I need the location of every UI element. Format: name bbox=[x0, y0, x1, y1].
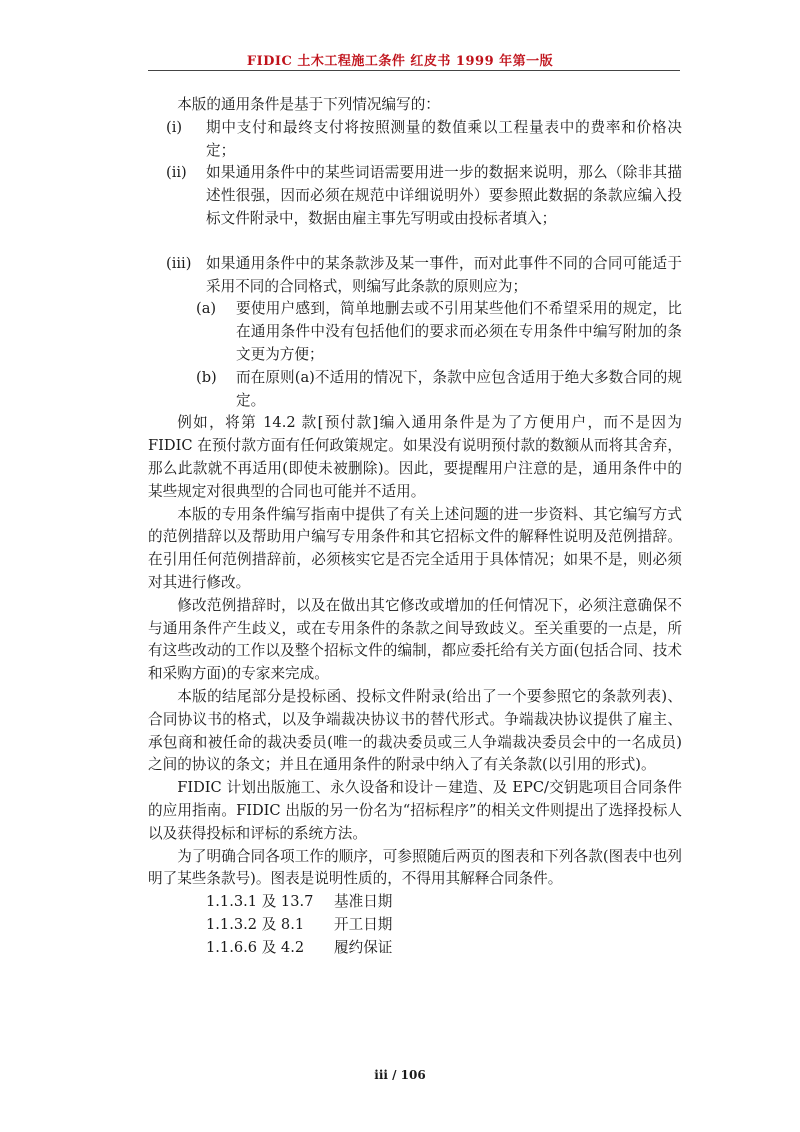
subcondition-number: (b) bbox=[196, 368, 217, 386]
clause-row bbox=[148, 891, 682, 914]
clause-reference: 1.1.3.1 及 13.7 bbox=[206, 893, 314, 911]
clause-reference: 1.1.6.6 及 4.2 bbox=[206, 938, 305, 956]
clause-name: 履约保证 bbox=[334, 938, 393, 956]
subcondition-text: 而在原则(a)不适用的情况下，条款中应包含适用于绝大多数合同的规定。 bbox=[236, 368, 682, 409]
condition-item bbox=[148, 117, 682, 163]
header-divider bbox=[148, 70, 680, 71]
spacer bbox=[148, 231, 682, 253]
clause-row bbox=[148, 937, 682, 960]
condition-text: 如果通用条件中的某些词语需要用进一步的数据来说明，那么（除非其描述性很强，因而必须在规范中详细说明外）要参照此数据的条款应编入投标文件附录中，数据由雇主事先写明或由投标者填入； bbox=[206, 164, 682, 227]
clause-list bbox=[148, 891, 682, 959]
body-paragraph: 修改范例措辞时，以及在做出其它修改或增加的任何情况下，必须注意确保不与通用条件产生歧义，或在专用条件的条款之间导致歧义。至关重要的一点是，所有这些改动的工作以及整个招标文件的编制，都应委托给有关方面(包括合同、技术和采购方面)的专家来完成。 bbox=[148, 596, 682, 683]
page-header bbox=[0, 50, 800, 69]
body-paragraph: FIDIC 计划出版施工、永久设备和设计－建造、及 EPC/交钥匙项目合同条件的应用指南。FIDIC 出版的另一份名为“招标程序”的相关文件则提出了选择投标人以及获得投标和评标的系统方法。 bbox=[148, 779, 682, 842]
condition-text: 如果通用条件中的某条款涉及某一事件，而对此事件不同的合同可能适于采用不同的合同格式，则编写此条款的原则应为； bbox=[206, 254, 682, 295]
condition-item bbox=[148, 253, 682, 299]
body-paragraph: 本版的结尾部分是投标函、投标文件附录(给出了一个要参照它的条款列表)、合同协议书的格式，以及争端裁决协议书的替代形式。争端裁决协议提供了雇主、承包商和被任命的裁决委员(唯一的裁决委员或三人争端裁决委员会中的一名成员)之间的协议的条文；并且在通用条件的附录中纳入了有关条款(以引用的形式)。 bbox=[148, 687, 682, 774]
subcondition-number: (a) bbox=[196, 300, 217, 318]
condition-number: (i) bbox=[166, 118, 183, 136]
body-paragraph: 本版的专用条件编写指南中提供了有关上述问题的进一步资料、其它编写方式的范例措辞以及帮助用户编写专用条件和其它招标文件的解释性说明及范例措辞。在引用任何范例措辞前，必须核实它是否完全适用于具体情况；如果不是，则必须对其进行修改。 bbox=[148, 505, 682, 591]
intro-paragraph: 本版的通用条件是基于下列情况编写的： bbox=[177, 96, 440, 113]
condition-item bbox=[148, 162, 682, 230]
clause-row bbox=[148, 914, 682, 937]
subcondition-item bbox=[148, 298, 682, 366]
header-title: FIDIC 土木工程施工条件 红皮书 1999 年第一版 bbox=[246, 54, 554, 69]
condition-text: 期中支付和最终支付将按照测量的数值乘以工程量表中的费率和价格决定； bbox=[206, 118, 682, 159]
clause-name: 基准日期 bbox=[334, 893, 393, 911]
page-number: iii / 106 bbox=[374, 1068, 426, 1082]
subcondition-text: 要使用户感到，简单地删去或不引用某些他们不希望采用的规定，比在通用条件中没有包括他们的要求而必须在专用条件中编写附加的条文更为方便； bbox=[236, 300, 682, 363]
condition-number: (ii) bbox=[166, 164, 187, 182]
document-body bbox=[148, 94, 682, 959]
subcondition-item bbox=[148, 367, 682, 413]
body-paragraph: 为了明确合同各项工作的顺序，可参照随后两页的图表和下列各款(图表中也列明了某些条款号)。图表是说明性质的，不得用其解释合同条件。 bbox=[148, 847, 682, 888]
clause-reference: 1.1.3.2 及 8.1 bbox=[206, 915, 305, 933]
body-paragraph: 例如，将第 14.2 款[预付款]编入通用条件是为了方便用户，而不是因为 FIDIC 在预付款方面有任何政策规定。如果没有说明预付款的数额从而将其舍弃，那么此款就不再适用(即使未被删除)。因此，要提醒用户注意的是，通用条件中的某些规定对很典型的合同也可能并不适用。 bbox=[148, 414, 682, 500]
clause-name: 开工日期 bbox=[334, 915, 393, 933]
condition-number: (iii) bbox=[166, 254, 192, 272]
